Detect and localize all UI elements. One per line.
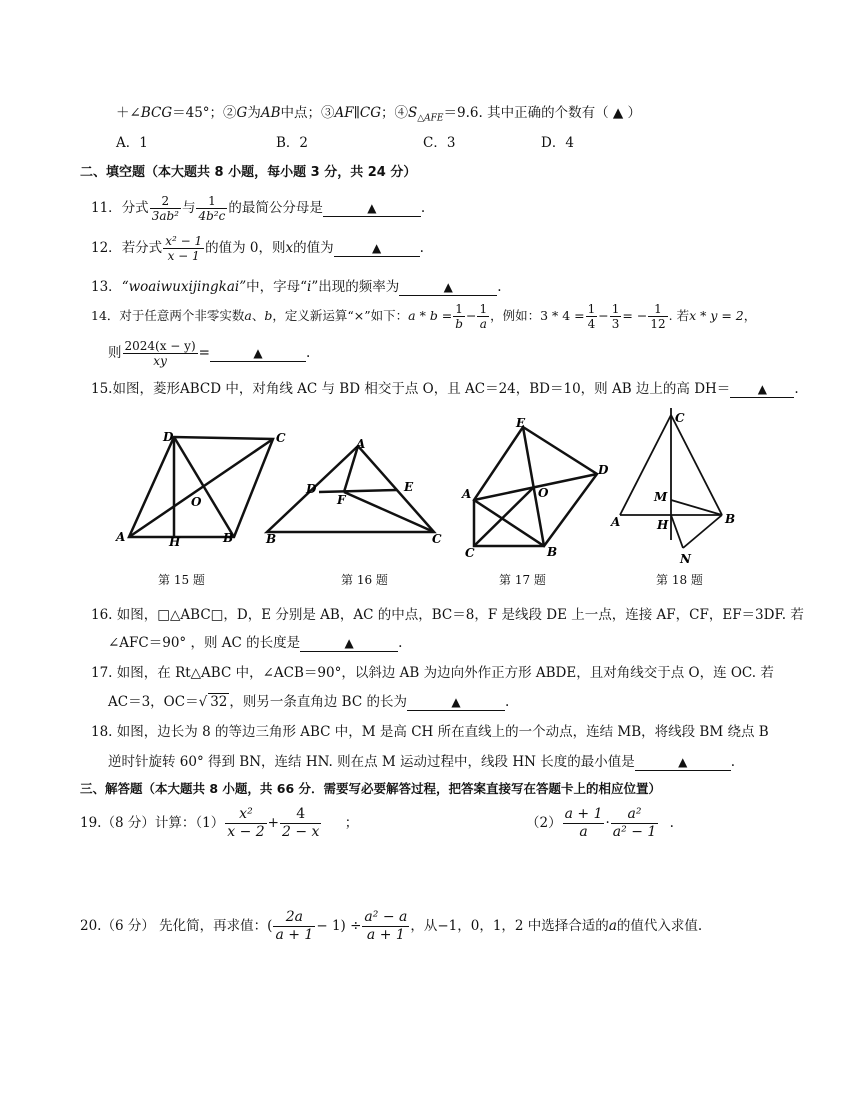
q10-option-c: C．3 xyxy=(423,135,456,151)
fig18-label-B: B xyxy=(725,512,736,526)
fraction: $\frac{1}{b}$ xyxy=(455,302,463,331)
fraction: $\frac{1}{a}$ xyxy=(479,302,488,331)
fig15-label-B: B xyxy=(223,531,234,545)
q10-option-a: A．1 xyxy=(116,135,148,151)
question-13: 13．“woaiwuxijingkai”中，字母“i”出现的频率为 ▲ . xyxy=(91,279,502,295)
question-12: 12．若分式 $\frac{\text{x² − 1}}{x - 1}$ 的值为 0，则x的值为 ▲ . xyxy=(91,234,424,263)
answer-blank[interactable]: ▲ xyxy=(730,382,794,398)
fraction: $\frac{2024(x - y)}{xy}$ xyxy=(124,339,196,368)
answer-blank[interactable]: ▲ xyxy=(399,280,497,296)
caption-18: 第 18 题 xyxy=(656,573,703,587)
fig17-label-E: E xyxy=(516,416,526,430)
fig16-label-D: D xyxy=(306,482,317,496)
answer-blank[interactable]: ▲ xyxy=(334,241,420,257)
fig18-label-N: N xyxy=(680,552,691,566)
question-14: 14．对于任意两个非零实数a、b，定义新运算“×”如下：a * b = $\frac{1}{b}$ − $\frac{1}{a}$ ，例如：3 * 4 = $\frac{1}{4}$ − $\frac{1}{3}$ = − $\frac{1}{12}$ . 若x * y = 2， xyxy=(91,302,757,331)
question-11: 11．分式 $\frac{2}{\text{3ab²}}$ 与 $\frac{1}{\text{4b²c}}$ 的最简公分母是 ▲ . xyxy=(91,194,426,223)
fraction-2: $\frac{1}{\text{4b²c}}$ xyxy=(198,194,226,223)
q10-option-d: D．4 xyxy=(541,135,574,151)
fig17-label-A: A xyxy=(462,487,472,501)
fig15-label-C: C xyxy=(276,431,286,445)
fig16-label-C: C xyxy=(432,532,442,546)
fig18-label-A: A xyxy=(611,515,621,529)
fraction: $\frac{2a}{a + 1}$ xyxy=(275,909,314,943)
q10-continuation: ＋∠BCG＝45°；②G为AB中点；③AF∥CG；$④S_{\triangle AFE}=9.6$. 其中正确的个数有（ ▲ ） xyxy=(116,105,642,124)
fraction: $\frac{1}{12}$ xyxy=(650,302,666,331)
caption-15: 第 15 题 xyxy=(158,573,205,587)
fig15-label-D: D xyxy=(163,430,174,444)
fraction: $\frac{\text{a²}}{\text{a² − 1}}$ xyxy=(612,806,657,840)
caption-17: 第 17 题 xyxy=(499,573,546,587)
answer-blank[interactable]: ▲ xyxy=(300,636,398,652)
fig18-label-H: H xyxy=(657,518,669,532)
figure-17 xyxy=(474,427,597,546)
question-19: 19.（8 分）计算：（1） $\frac{\text{x²}}{x - 2}$ + $\frac{4}{2 - x}$ ； xyxy=(80,806,359,840)
fig17-label-O: O xyxy=(538,486,549,500)
fraction: $\frac{\text{x²}}{x - 2}$ xyxy=(227,806,265,840)
section-3-heading: 三、解答题（本大题共 8 小题，共 66 分．需要写必要解答过程，把答案直接写在答题卡上的相应位置） xyxy=(80,781,662,796)
fraction: $\frac{\text{a² − a}}{a + 1}$ xyxy=(364,909,408,943)
question-20: 20.（6 分） 先化简，再求值：( $\frac{2a}{a + 1}$ − 1) ÷ $\frac{\text{a² − a}}{a + 1}$ ，从−1，0，1，2 中选择合适的a的值代入求值. xyxy=(80,909,703,943)
question-18: 18. 如图，边长为 8 的等边三角形 ABC 中，M 是高 CH 所在直线上的一个动点，连结 MB，将线段 BM 绕点 B xyxy=(91,724,769,740)
fig16-label-A: A xyxy=(356,437,366,451)
fig18-label-C: C xyxy=(675,411,685,425)
answer-blank[interactable]: ▲ xyxy=(210,346,306,362)
question-17-line2: AC＝3，OC＝√ 32 ，则另一条直角边 BC 的长为 ▲ . xyxy=(108,694,510,710)
fig17-label-C: C xyxy=(465,546,475,560)
fig16-label-F: F xyxy=(337,493,346,507)
fraction: $\frac{4}{2 - x}$ xyxy=(281,806,320,840)
figure-18 xyxy=(620,408,722,548)
section-2-heading: 二、填空题（本大题共 8 小题，每小题 3 分，共 24 分） xyxy=(80,165,417,180)
q10-option-b: B．2 xyxy=(276,135,309,151)
figure-15 xyxy=(129,437,273,537)
fraction-1: $\frac{2}{\text{3ab²}}$ xyxy=(151,194,179,223)
fig16-label-E: E xyxy=(404,480,414,494)
fraction: $\frac{\text{x² − 1}}{x - 1}$ xyxy=(165,234,203,263)
fraction: $\frac{1}{4}$ xyxy=(587,302,596,331)
fig15-label-H: H xyxy=(169,535,181,549)
answer-blank[interactable]: ▲ xyxy=(323,201,421,217)
question-16-line2: ∠AFC＝90° ，则 AC 的长度是 ▲ . xyxy=(108,635,403,651)
caption-16: 第 16 题 xyxy=(341,573,388,587)
question-19-part2: （2） $\frac{a + 1}{a}$ · $\frac{\text{a²}}{\text{a² − 1}}$ . xyxy=(526,806,674,840)
fig18-label-M: M xyxy=(654,490,668,504)
question-17: 17. 如图，在 Rt△ABC 中，∠ACB＝90°，以斜边 AB 为边向外作正方形 ABDE，且对角线交于点 O，连 OC. 若 xyxy=(91,665,774,681)
answer-blank[interactable]: ▲ xyxy=(635,755,731,771)
question-18-line2: 逆时针旋转 60° 得到 BN，连结 HN. 则在点 M 运动过程中，线段 HN 长度的最小值是 ▲ . xyxy=(108,754,736,770)
fraction: $\frac{1}{3}$ xyxy=(611,302,620,331)
question-15: 15.如图，菱形ABCD 中，对角线 AC 与 BD 相交于点 O，且 AC＝24，BD＝10，则 AB 边上的高 DH＝ ▲ . xyxy=(91,381,799,397)
fig16-label-B: B xyxy=(266,532,277,546)
fig17-label-B: B xyxy=(547,545,558,559)
question-14-line2: 则 $\frac{2024(x - y)}{xy}$ = ▲ . xyxy=(108,339,311,368)
answer-blank[interactable]: ▲ xyxy=(407,695,505,711)
fig15-label-O: O xyxy=(191,495,202,509)
fig15-label-A: A xyxy=(116,530,126,544)
fig17-label-D: D xyxy=(598,463,609,477)
question-16: 16. 如图，□△ABC□，D，E 分别是 AB，AC 的中点，BC＝8，F 是线段 DE 上一点，连接 AF，CF，EF＝3DF. 若 xyxy=(91,607,804,623)
fraction: $\frac{a + 1}{a}$ xyxy=(564,806,603,840)
figures xyxy=(0,400,860,590)
